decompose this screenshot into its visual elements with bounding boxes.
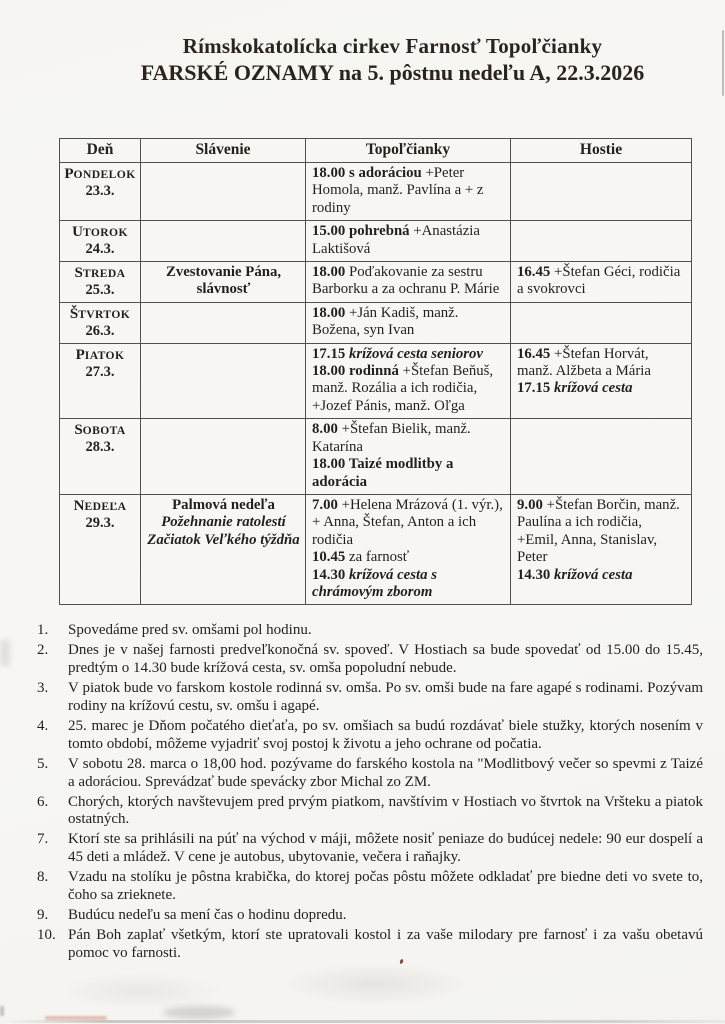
announcement-number: 6.: [37, 793, 49, 810]
hostie-cell: [511, 343, 692, 419]
text-segment: 10.45: [312, 549, 349, 566]
slavenie-cell: [141, 163, 306, 221]
day-date: 29.3.: [85, 514, 115, 531]
text-segment: +Štefan Horvát, manž. Alžbeta a Mária: [517, 345, 651, 380]
text-segment: +Ján Kadiš, manž. Božena, syn Ivan: [312, 304, 459, 339]
hostie-cell: [511, 163, 692, 221]
day-name: [61, 166, 139, 183]
text-segment: +Štefan Bielik, manž. Katarína: [312, 421, 471, 455]
announcement-item: [37, 622, 703, 640]
topolcianky-cell: [306, 163, 511, 221]
announcement-text: V piatok bude vo farskom kostole rodinná sv. omša. Po sv. omši bude na fare agapé s rodinami. Pozývam rodiny na krížovú cestu, sv. omšu i agapé.: [68, 680, 703, 714]
day-date: 27.3.: [85, 363, 115, 380]
announcement-number: 8.: [37, 869, 49, 886]
topolcianky-cell: [306, 302, 511, 343]
day-name: [61, 422, 139, 439]
schedule-row-streda: [60, 262, 692, 303]
text-segment: 17.15: [312, 345, 349, 362]
schedule-entry: [147, 497, 300, 514]
text-segment: 18.00 rodinná: [312, 363, 403, 380]
announcement-number: 5.: [37, 755, 49, 772]
scan-artifact-bottom-edge-line: [0, 1020, 725, 1023]
day-cell: [60, 163, 141, 221]
schedule-row-utorok: [60, 221, 692, 262]
col-header-slavenie: Slávenie: [141, 139, 306, 163]
schedule-entry: [312, 456, 505, 491]
text-segment: za farnosť: [349, 549, 410, 566]
announcement-text: Budúcu nedeľu sa mení čas o hodinu dopredu.: [68, 906, 347, 923]
day-name-rest: IATOK: [84, 348, 125, 362]
day-cell: [60, 343, 141, 419]
table-body: [60, 163, 692, 605]
announcement-number: 4.: [37, 717, 49, 734]
schedule-entry: [517, 346, 686, 381]
text-segment: 18.00: [312, 304, 349, 321]
table-header-row: [60, 139, 692, 163]
announcement-item: [37, 794, 703, 830]
scan-artifact-corner-notch: [0, 1006, 4, 1016]
day-name-initial: N: [73, 497, 85, 514]
day-name: [61, 265, 139, 282]
day-name: [61, 306, 139, 323]
text-segment: Poďakovanie za sestru Barborku a za ochranu P. Márie: [312, 264, 500, 298]
announcement-text: Chorých, ktorých navštevujem pred prvým piatkom, navštívim v Hostiach vo štvrtok na Vršteku a piatok ostatných.: [68, 793, 703, 828]
day-name-initial: U: [72, 224, 83, 241]
day-cell: [60, 302, 141, 343]
announcement-text: V sobotu 28. marca o 18,00 hod. pozývame do farského kostola na "Modlitbový večer so spevmi z Taizé a adoráciou. Sprevádzať bude spevácky zbor Michal zo ZM.: [68, 755, 703, 790]
day-name: [61, 224, 139, 241]
announcement-item: [37, 907, 703, 925]
text-segment: 16.45: [517, 345, 554, 362]
topolcianky-cell: [306, 221, 511, 262]
text-segment: Požehnanie ratolestí: [161, 514, 286, 531]
hostie-cell: [511, 419, 692, 495]
col-header-hostie: Hostie: [511, 139, 692, 163]
text-segment: +Peter Homola, manž. Pavlína a + z rodiny: [312, 165, 484, 216]
announcement-text: Vzadu na stolíku je pôstna krabička, do ktorej počas pôstu môžete odkladať pre biedne deti vo svete to, čoho sa zrieknete.: [68, 869, 703, 904]
announcement-number: 3.: [37, 680, 49, 697]
schedule-entry: [312, 223, 505, 258]
text-segment: 16.45: [517, 264, 554, 281]
announcement-text: Dnes je v našej farnosti predveľkonočná sv. spoveď. V Hostiach sa bude spovedať od 15.00 do 15.45, predtým o 14.30 bude krížová cesta, sv. omša popoludní nebude.: [68, 642, 703, 677]
announcement-number: 10.: [37, 926, 56, 943]
text-segment: krížová cesta seniorov: [349, 345, 483, 362]
day-name-rest: TVRTOK: [78, 307, 131, 321]
scan-artifact-gray-blob: [163, 1006, 235, 1019]
text-segment: krížová cesta: [554, 380, 633, 397]
text-segment: Zvestovanie Pána, slávnosť: [165, 264, 282, 298]
day-date: 24.3.: [85, 241, 115, 258]
hostie-cell: [511, 494, 692, 604]
topolcianky-cell: [306, 343, 511, 419]
text-segment: +Helena Mrázová (1. výr.), + Anna, Štefan, Anton a ich rodičia: [312, 496, 503, 548]
text-segment: 9.00: [517, 496, 547, 513]
announcement-number: 7.: [37, 831, 49, 848]
text-segment: +Štefan Beňuš, manž. Rozália a ich rodičia, +Jozef Pánis, manž. Oľga: [312, 363, 494, 414]
schedule-entry: [147, 514, 300, 531]
schedule-entry: [312, 497, 505, 549]
text-segment: 18.00 Taizé modlitby a adorácia: [312, 456, 454, 490]
day-name-initial: Š: [69, 305, 79, 322]
topolcianky-cell: [306, 262, 511, 303]
text-segment: +Anastázia Laktišová: [312, 223, 480, 257]
day-name-rest: EDEĽA: [84, 499, 127, 513]
day-name-initial: P: [64, 166, 74, 182]
announcement-number: 2.: [37, 642, 49, 659]
announcement-item: [37, 756, 703, 792]
hostie-cell: [511, 262, 692, 303]
slavenie-cell: [141, 419, 306, 495]
col-header-topolcianky: Topoľčianky: [306, 139, 511, 163]
schedule-entry: [312, 346, 505, 363]
schedule-entry: [517, 264, 686, 299]
day-date: 28.3.: [85, 439, 115, 456]
schedule-entry: [312, 305, 505, 340]
parish-title: Rímskokatolícka cirkev Farnosť Topoľčianky: [182, 34, 603, 58]
announcement-text: 25. marec je Dňom počatého dieťaťa, po sv. omšiach sa budú rozdávať biele stužky, ktorých nosením v tomto období, môžeme vyjadriť svoj postoj k životu a jeho ochrane od počatia.: [68, 717, 703, 752]
scan-artifact-shadow: [280, 963, 470, 1005]
announcements-list: [0, 622, 725, 962]
text-segment: 14.30: [517, 566, 554, 583]
text-segment: 8.00: [312, 421, 342, 438]
text-segment: 7.00: [312, 496, 342, 513]
day-name-initial: P: [75, 346, 85, 363]
announcement-number: 9.: [37, 906, 49, 923]
announcement-item: [37, 642, 703, 678]
schedule-entry: [312, 363, 505, 415]
hostie-cell: [511, 302, 692, 343]
schedule-entry: [312, 165, 505, 217]
slavenie-cell: [141, 343, 306, 419]
day-name-initial: S: [74, 422, 83, 439]
schedule-entry: [312, 421, 505, 456]
slavenie-cell: [141, 494, 306, 604]
topolcianky-cell: [306, 494, 511, 604]
text-segment: Začiatok Veľkého týždňa: [147, 531, 300, 548]
schedule-entry: [312, 549, 505, 566]
announcement-text: Pán Boh zaplať všetkým, ktorí ste upratovali kostol i za vaše milodary pre farnosť i za vašu obetavú pomoc vo farnosti.: [68, 926, 703, 961]
schedule-entry: [147, 264, 300, 299]
schedule-row-nedeľa: [60, 494, 692, 604]
day-cell: [60, 494, 141, 604]
day-date: 25.3.: [85, 282, 115, 299]
day-cell: [60, 221, 141, 262]
text-segment: 14.30: [312, 566, 349, 583]
text-segment: krížová cesta s chrámovým zborom: [312, 566, 437, 600]
day-name: [61, 347, 139, 364]
announcement-item: [37, 718, 703, 754]
schedule-entry: [517, 567, 686, 584]
day-name-initial: S: [74, 265, 83, 282]
schedule-entry: [147, 532, 300, 549]
day-name-rest: TOROK: [82, 226, 128, 240]
col-header-den: Deň: [60, 139, 141, 163]
announcements-title: FARSKÉ OZNAMY na 5. pôstnu nedeľu A, 22.3.2026: [140, 60, 645, 85]
day-name-rest: OBOTA: [82, 424, 126, 438]
schedule-row-sobota: [60, 419, 692, 495]
text-segment: krížová cesta: [554, 566, 633, 583]
announcement-item: [37, 831, 703, 867]
schedule-entry: [517, 497, 686, 567]
text-segment: Palmová nedeľa: [172, 496, 275, 513]
day-name-rest: ONDELOK: [73, 168, 136, 181]
topolcianky-cell: [306, 419, 511, 495]
schedule-row-pondelok: [60, 163, 692, 221]
scan-artifact-right-edge-line: [722, 30, 724, 96]
schedule-entry: [517, 380, 686, 397]
day-cell: [60, 419, 141, 495]
schedule-entry: [312, 264, 505, 299]
hostie-cell: [511, 221, 692, 262]
schedule-row-piatok: [60, 343, 692, 419]
text-segment: 15.00 pohrebná: [312, 223, 414, 240]
schedule-row-štvrtok: [60, 302, 692, 343]
scan-artifact-red-smudge: [45, 1016, 107, 1020]
announcement-text: Spovedáme pred sv. omšami pol hodinu.: [68, 622, 312, 639]
day-name-rest: TREDA: [82, 267, 126, 281]
day-date: 23.3.: [85, 183, 115, 199]
mass-schedule-table: [59, 138, 692, 605]
slavenie-cell: [141, 262, 306, 303]
day-name: [61, 498, 139, 515]
text-segment: +Štefan Géci, rodičia a svokrovci: [517, 264, 681, 298]
schedule-entry: [312, 567, 505, 602]
text-segment: 18.00: [312, 264, 349, 281]
slavenie-cell: [141, 302, 306, 343]
text-segment: 17.15: [517, 380, 554, 397]
day-date: 26.3.: [85, 322, 115, 339]
announcement-item: [37, 680, 703, 716]
day-cell: [60, 262, 141, 303]
announcement-text: Ktorí ste sa prihlásili na púť na východ v máji, môžete nosiť peniaze do budúcej nedele: 90 eur dospelí a 45 deti a mládež. V cene je autobus, ubytovanie, večera i raňajky.: [68, 831, 703, 866]
announcement-item: [37, 927, 703, 963]
slavenie-cell: [141, 221, 306, 262]
document-header: [70, 0, 715, 86]
scan-artifact-shadow: [55, 972, 225, 1010]
text-segment: +Štefan Borčin, manž. Paulína a ich rodičia, +Emil, Anna, Stanislav, Peter: [517, 496, 680, 566]
announcement-item: [37, 869, 703, 905]
announcement-number: 1.: [37, 622, 49, 639]
text-segment: 18.00 s adoráciou: [312, 165, 426, 181]
